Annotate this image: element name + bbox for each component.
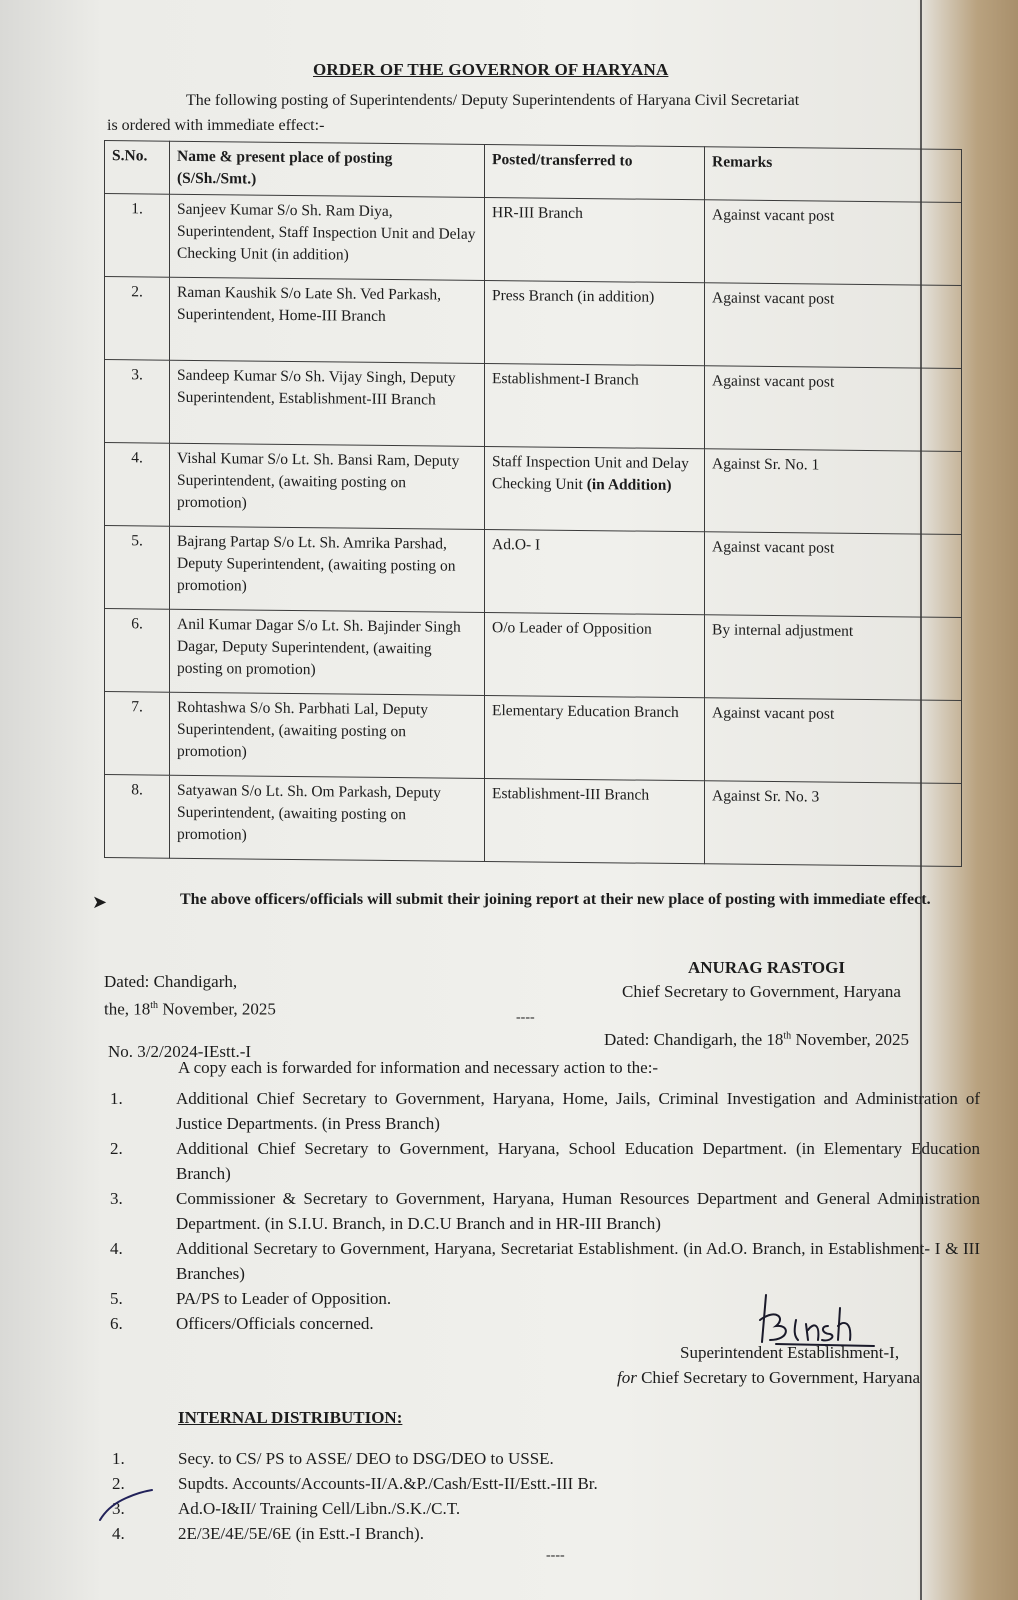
list-item-number: 2. bbox=[112, 1474, 125, 1493]
memo-date-post: November, 2025 bbox=[791, 1030, 910, 1049]
cell-sno: 4. bbox=[105, 443, 170, 527]
cell-sno: 8. bbox=[105, 775, 170, 859]
cell-sno: 6. bbox=[105, 609, 170, 693]
dated-block bbox=[104, 970, 276, 1022]
cell-sno: 5. bbox=[105, 526, 170, 610]
arrow-bullet-icon: ➤ bbox=[92, 892, 108, 912]
separator: ---- bbox=[516, 1010, 535, 1025]
table-row bbox=[105, 775, 962, 867]
header-name-line2: (S/Sh./Smt.) bbox=[177, 169, 257, 188]
dated-line2-pre: the, 18 bbox=[104, 999, 151, 1019]
list-item-number: 3. bbox=[112, 1499, 125, 1518]
order-title: ORDER OF THE GOVERNOR OF HARYANA bbox=[313, 60, 669, 79]
cell-posted: Elementary Education Branch bbox=[485, 695, 705, 780]
list-item-number: 1. bbox=[112, 1449, 125, 1468]
list-item-text: Additional Chief Secretary to Government, Haryana, School Education Department. (in Elementary Education Branch) bbox=[176, 1139, 980, 1183]
internal-distribution-title: INTERNAL DISTRIBUTION: bbox=[178, 1408, 403, 1427]
cell-posted: Establishment-I Branch bbox=[485, 363, 705, 448]
list-item bbox=[110, 1186, 980, 1236]
list-item-text: Officers/Officials concerned. bbox=[176, 1314, 374, 1333]
cell-name: Anil Kumar Dagar S/o Lt. Sh. Bajinder Singh Dagar, Deputy Superintendent, (awaiting posting on promotion) bbox=[170, 609, 485, 695]
list-item-text: PA/PS to Leader of Opposition. bbox=[176, 1289, 392, 1308]
cell-posted: Ad.O- I bbox=[485, 529, 705, 614]
dated-line2-sup: th bbox=[150, 1000, 159, 1011]
header-name bbox=[170, 141, 485, 197]
cell-posted-bold: (in Addition) bbox=[586, 476, 672, 494]
list-item-number: 2. bbox=[110, 1139, 123, 1158]
table-row bbox=[105, 692, 962, 784]
list-item-number: 3. bbox=[110, 1189, 123, 1208]
list-item-number: 4. bbox=[112, 1524, 125, 1543]
list-item-text: Supdts. Accounts/Accounts-II/A.&P./Cash/Estt-II/Estt.-III Br. bbox=[178, 1474, 598, 1493]
list-item-text: 2E/3E/4E/5E/6E (in Estt.-I Branch). bbox=[178, 1524, 424, 1543]
cell-posted bbox=[485, 446, 705, 531]
cell-remarks: Against Sr. No. 3 bbox=[705, 781, 962, 867]
superintendent-line2-text: Chief Secretary to Government, Haryana bbox=[636, 1368, 921, 1387]
cell-name: Vishal Kumar S/o Lt. Sh. Bansi Ram, Deputy Superintendent, (awaiting posting on promotion) bbox=[170, 443, 485, 529]
cell-sno: 2. bbox=[105, 277, 170, 361]
list-item bbox=[112, 1521, 598, 1546]
signatory-designation: Chief Secretary to Government, Haryana bbox=[622, 982, 901, 1001]
cell-remarks: Against vacant post bbox=[705, 200, 962, 286]
cell-remarks: Against vacant post bbox=[705, 283, 962, 369]
dated-line2 bbox=[104, 994, 276, 1022]
cell-posted: Press Branch (in addition) bbox=[485, 280, 705, 365]
list-item-text: Additional Chief Secretary to Government, Haryana, Home, Jails, Criminal Investigation and Administration of Justice Departments. (in Press Branch) bbox=[176, 1089, 980, 1133]
cell-posted: HR-III Branch bbox=[485, 197, 705, 282]
list-item-text: Additional Secretary to Government, Haryana, Secretariat Establishment. (in Ad.O. Branch, in Establishment- I & III Branches) bbox=[176, 1239, 980, 1283]
list-item bbox=[110, 1236, 980, 1286]
superintendent-line2 bbox=[617, 1368, 920, 1388]
table-row bbox=[105, 526, 962, 618]
posting-table bbox=[104, 140, 962, 867]
table-row bbox=[105, 277, 962, 369]
list-item-number: 6. bbox=[110, 1314, 123, 1333]
joining-note: The above officers/officials will submit their joining report at their new place of posting with immediate effect. bbox=[180, 891, 931, 908]
signatory-name: ANURAG RASTOGI bbox=[688, 958, 845, 977]
list-item-text: Secy. to CS/ PS to ASSE/ DEO to DSG/DEO to USSE. bbox=[178, 1449, 554, 1468]
memo-number: No. 3/2/2024-IEstt.-I bbox=[108, 1042, 252, 1061]
cell-remarks: Against vacant post bbox=[705, 366, 962, 452]
table-row bbox=[105, 360, 962, 452]
list-item bbox=[112, 1446, 598, 1471]
cell-sno: 7. bbox=[105, 692, 170, 776]
header-name-line1: Name & present place of posting bbox=[177, 147, 393, 168]
dated-line1: Dated: Chandigarh, bbox=[104, 972, 238, 991]
table-row bbox=[105, 609, 962, 701]
cell-name: Raman Kaushik S/o Late Sh. Ved Parkash, Superintendent, Home-III Branch bbox=[170, 277, 485, 363]
memo-date-sup: th bbox=[783, 1030, 792, 1042]
list-item-text: Commissioner & Secretary to Government, Haryana, Human Resources Department and General Administration Department. (in S.I.U. Branch, in D.C.U Branch and in HR-III Branch) bbox=[176, 1189, 980, 1233]
list-item-number: 5. bbox=[110, 1289, 123, 1308]
cell-posted: Establishment-III Branch bbox=[485, 778, 705, 863]
cell-posted-text: Staff Inspection Unit and Delay Checking Unit bbox=[492, 453, 689, 494]
cell-name: Rohtashwa S/o Sh. Parbhati Lal, Deputy Superintendent, (awaiting posting on promotion) bbox=[170, 692, 485, 778]
intro-line-1: The following posting of Superintendents/ Deputy Superintendents of Haryana Civil Secretariat bbox=[186, 92, 800, 109]
superintendent-line1: Superintendent Establishment-I, bbox=[680, 1343, 900, 1362]
cell-name: Sandeep Kumar S/o Sh. Vijay Singh, Deputy Superintendent, Establishment-III Branch bbox=[170, 360, 485, 446]
header-posted: Posted/transferred to bbox=[485, 144, 705, 199]
list-item bbox=[112, 1471, 598, 1496]
table-row bbox=[105, 194, 962, 286]
cell-remarks: Against vacant post bbox=[705, 698, 962, 784]
handwritten-tick-mark bbox=[96, 1486, 156, 1526]
cell-posted: O/o Leader of Opposition bbox=[485, 612, 705, 697]
list-item-text: Ad.O-I&II/ Training Cell/Libn./S.K./C.T. bbox=[178, 1499, 461, 1518]
cell-name: Bajrang Partap S/o Lt. Sh. Amrika Parshad, Deputy Superintendent, (awaiting posting on promotion) bbox=[170, 526, 485, 612]
list-item bbox=[110, 1136, 980, 1186]
table-row bbox=[105, 443, 962, 535]
cell-sno: 3. bbox=[105, 360, 170, 444]
internal-distribution-list bbox=[112, 1446, 598, 1546]
handwritten-signature bbox=[756, 1290, 886, 1350]
cell-remarks: Against Sr. No. 1 bbox=[705, 449, 962, 535]
table-header-row bbox=[105, 141, 962, 203]
header-remarks: Remarks bbox=[705, 147, 962, 203]
memo-date-pre: Dated: Chandigarh, the 18 bbox=[604, 1030, 784, 1049]
list-item-number: 1. bbox=[110, 1089, 123, 1108]
memo-date bbox=[604, 1030, 909, 1050]
cell-name: Sanjeev Kumar S/o Sh. Ram Diya, Superintendent, Staff Inspection Unit and Delay Checking Unit (in addition) bbox=[170, 194, 485, 280]
list-item bbox=[110, 1086, 980, 1136]
separator-bottom: ---- bbox=[546, 1548, 565, 1563]
cell-remarks: By internal adjustment bbox=[705, 615, 962, 701]
copy-intro: A copy each is forwarded for information and necessary action to the:- bbox=[178, 1058, 659, 1077]
cell-sno: 1. bbox=[105, 194, 170, 278]
list-item bbox=[112, 1496, 598, 1521]
list-item-number: 4. bbox=[110, 1239, 123, 1258]
header-sno: S.No. bbox=[105, 141, 170, 195]
dated-line2-post: November, 2025 bbox=[158, 999, 276, 1019]
cell-name: Satyawan S/o Lt. Sh. Om Parkash, Deputy Superintendent, (awaiting posting on promotion) bbox=[170, 775, 485, 861]
intro-line-2: is ordered with immediate effect:- bbox=[107, 117, 325, 134]
for-word: for bbox=[617, 1368, 637, 1387]
cell-remarks: Against vacant post bbox=[705, 532, 962, 618]
